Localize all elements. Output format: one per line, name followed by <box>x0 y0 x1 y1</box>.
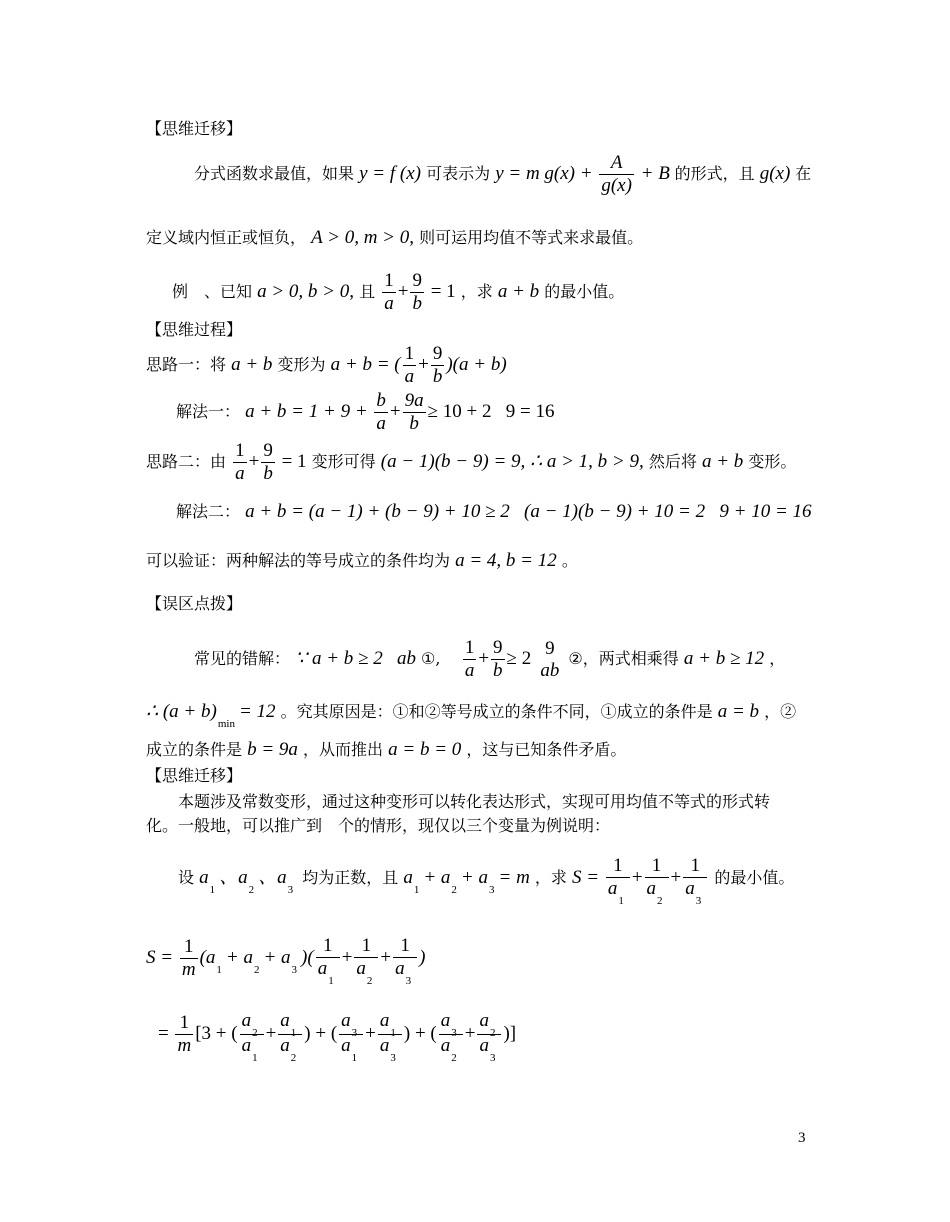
math-sum-m: $a_1+ a_2+ a_3= m$ <box>403 867 530 896</box>
verification-line: 可以验证：两种解法的等号成立的条件均为 a = 4, b = 12 。 <box>146 550 578 571</box>
math-S-expansion-1: S = $\frac{1}{m}$ $(a_1+ a_2+ a_3)$( $\frac{1}{a_1}$ + $\frac{1}{a_2}$ + $\frac{1}{a_3}$ ) <box>146 935 426 987</box>
math-S-expansion-2: = $\frac{1}{m}$ [3 + ( $\frac{a_2}{a_1}$ + $\frac{a_1}{a_2}$ ) + ( $\frac{a_3}{a_1}$ + $\frac{a_1}{a_3}$ ) + ( $\frac{a_3}{a_2}$ + $\frac{a_2}{a_3}$ )] <box>158 1010 517 1064</box>
math-solution-one: a + b = 1 + 9 + <box>245 401 373 422</box>
math-min-value: ∴ $(a + b)_{min}= 12$ <box>146 701 276 730</box>
solution-two: 解法二： a + b = (a − 1) + (b − 9) + 10 ≥ 2 (a − 1)(b − 9) + 10 = 2 9 + 10 = 16 <box>176 501 812 522</box>
transfer-2-line-2: 化。一般地，可以推广到 个的情形，现仅以三个变量为例说明： <box>146 816 611 835</box>
math-product: a + b ≥ 12 <box>683 648 765 669</box>
math-verify: a = 4, b = 12 <box>455 550 557 571</box>
section-heading-process: 【思维过程】 <box>146 320 243 339</box>
math-gx: g(x) <box>759 163 796 184</box>
math-S-def: S = <box>572 867 604 888</box>
mistake-line-3: 成立的条件是 b = 9a ，从而推出 a = b = 0 ，这与已知条件矛盾。 <box>146 739 627 760</box>
math-fraction-A-gx: $\frac{A}{g(x)}$ <box>601 152 632 196</box>
transfer-paragraph-line-2: 定义域内恒正或恒负， A > 0, m > 0, 则可运用均值不等式来求最值。 <box>146 227 644 248</box>
math-example-condition: a > 0, b > 0, <box>257 281 355 302</box>
transfer-paragraph-line-1: 分式函数求最值，如果 y = f (x) 可表示为 y = m g(x) + $\frac{A}{g(x)}$ + B 的形式，且 g(x) 在 <box>194 152 812 196</box>
set-statement: 设 $a_1$、$a_2$、$a_3$ 均为正数，且 $a_1+ a_2+ a_3= m$ ，求 S = $\frac{1}{a_1}$ + $\frac{1}{a_2}$ + $\frac{1}{a_3}$ 的最小值。 <box>178 855 795 907</box>
math-ineq-one: ∵ a + b ≥ 2 ab <box>295 648 416 669</box>
math-fraction-9-b: $\frac{9}{b}$ <box>412 270 422 314</box>
transfer-2-line-1: 本题涉及常数变形，通过这种变形可以转化表达形式，实现可用均值不等式的形式转 <box>178 792 771 811</box>
math-idea-one: a + b = ( <box>330 354 401 375</box>
math-y-fx: y = f (x) <box>359 163 421 184</box>
section-heading-transfer: 【思维迁移】 <box>146 119 243 138</box>
idea-two: 思路二：由 $\frac{1}{a}$ + $\frac{9}{b}$ = 1 变形可得 (a − 1)(b − 9) = 9, ∴ a > 1, b > 9, 然后将 a + b 变形。 <box>146 440 797 484</box>
math-idea-two: (a − 1)(b − 9) = 9, ∴ a > 1, b > 9, <box>380 451 644 472</box>
math-fraction-1-a: $\frac{1}{a}$ <box>384 270 394 314</box>
example-statement: 例 、已知 a > 0, b > 0, 且 $\frac{1}{a}$ + $\frac{9}{b}$ = 1 ，求 a + b 的最小值。 <box>172 270 625 314</box>
mistake-line-2: ∴ $(a + b)_{min}= 12$ 。究其原因是：①和②等号成立的条件不同，①成立的条件是 a = b ，② <box>146 701 797 730</box>
math-variables: $a_1$、$a_2$、$a_3$ <box>199 867 294 896</box>
section-heading-mistake: 【误区点拨】 <box>146 594 243 613</box>
math-a-plus-b: a + b <box>497 281 540 302</box>
mistake-line-1: 常见的错解： ∵ a + b ≥ 2 ab ①, $\frac{1}{a}$ + $\frac{9}{b}$ ≥ 2 9 ab ②，两式相乘得 a + b ≥ 12 ， <box>194 637 786 681</box>
solution-one: 解法一： a + b = 1 + 9 + $\frac{b}{a}$ + $\frac{9a}{b}$ ≥ 10 + 2 9 = 16 <box>176 390 555 434</box>
page-number: 3 <box>798 1130 806 1146</box>
math-condition: A > 0, m > 0, <box>311 227 414 248</box>
idea-one: 思路一：将 a + b 变形为 a + b = ( $\frac{1}{a}$ + $\frac{9}{b}$ )(a + b) <box>146 343 507 387</box>
math-y-mg: y = m g(x) + <box>495 163 598 184</box>
math-solution-two: a + b = (a − 1) + (b − 9) + 10 ≥ 2 (a − 1)(b − 9) + 10 = 2 9 + 10 = 16 <box>245 501 812 522</box>
section-heading-transfer-2: 【思维迁移】 <box>146 766 243 785</box>
